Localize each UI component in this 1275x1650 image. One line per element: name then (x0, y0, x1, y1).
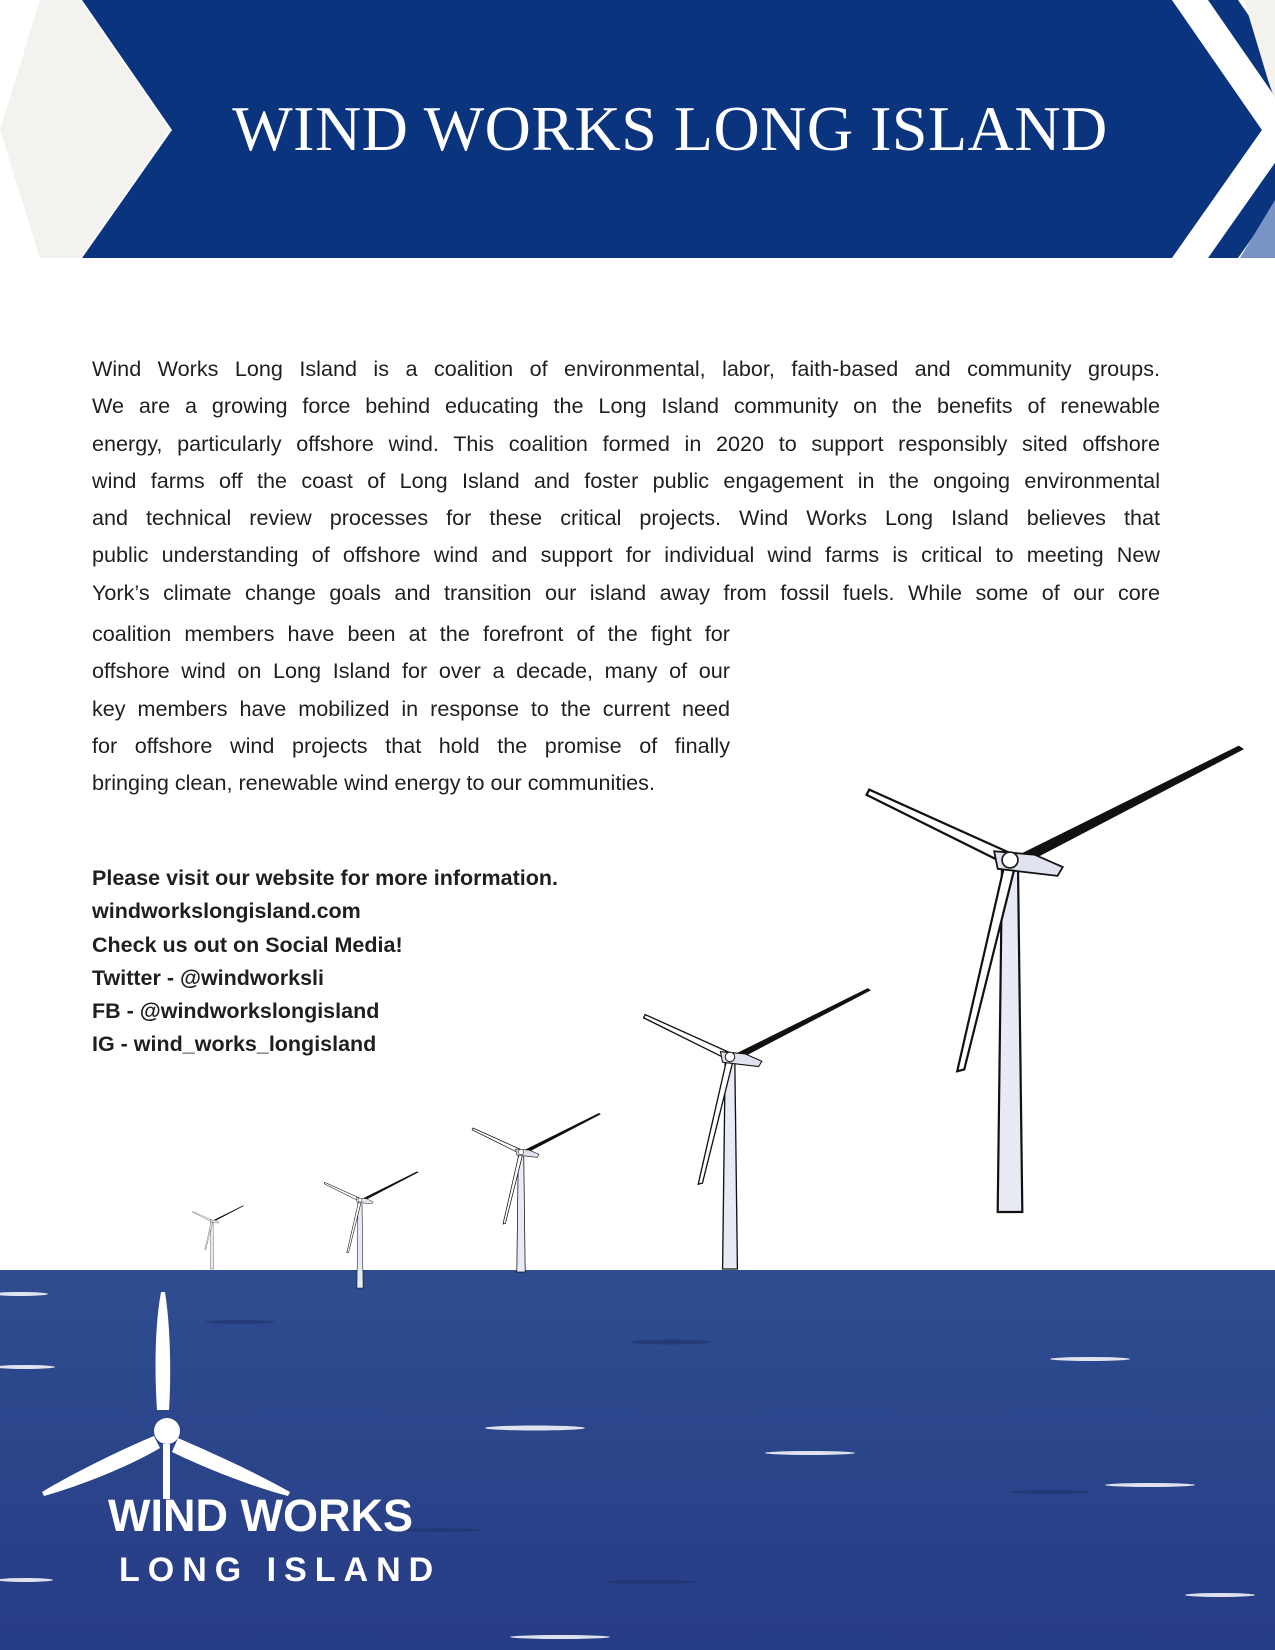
page-title: WIND WORKS LONG ISLAND (232, 93, 1108, 164)
intro-line: for offshore wind projects that hold the promise of finally (92, 732, 730, 758)
intro-line: energy, particularly offshore wind. This coalition formed in 2020 to support responsibly sited offshore (92, 430, 1160, 456)
visit-text: Please visit our website for more information. (92, 866, 558, 890)
intro-line: coalition members have been at the forefront of the fight for (92, 621, 730, 646)
intro-line: offshore wind on Long Island for over a decade, many of our (92, 658, 730, 684)
intro-paragraph (92, 350, 1160, 611)
turbine-mid-2 (644, 988, 871, 1269)
twitter-handle[interactable]: Twitter - @windworksli (92, 965, 324, 990)
intro-line: wind farms off the coast of Long Island and foster public engagement in the ongoing environmental (92, 467, 1160, 493)
logo-text-line2: LONG ISLAND (119, 1551, 442, 1589)
turbine-far-1 (192, 1205, 243, 1269)
facebook-handle[interactable]: FB - @windworkslongisland (92, 999, 380, 1024)
turbine-mid-1 (472, 1113, 601, 1272)
instagram-handle[interactable]: IG - wind_works_longisland (92, 1032, 377, 1057)
intro-line: public understanding of offshore wind and support for individual wind farms is critical to meeting New (92, 542, 1160, 568)
intro-line: We are a growing force behind educating the Long Island community on the benefits of renewable (92, 393, 1160, 419)
intro-line: key members have mobilized in response to the current need (92, 695, 730, 721)
intro-line: Wind Works Long Island is a coalition of environmental, labor, faith-based and community groups. (92, 356, 1160, 381)
social-heading: Check us out on Social Media! (92, 932, 403, 957)
turbine-near (867, 746, 1245, 1212)
logo-text-line1: WIND WORKS (108, 1490, 413, 1541)
website-link[interactable]: windworkslongisland.com (92, 899, 361, 924)
intro-line: bringing clean, renewable wind energy to our communities. (92, 770, 655, 796)
contact-block (92, 862, 558, 1062)
intro-line: York’s climate change goals and transition our island away from fossil fuels. While some of our core (92, 579, 1160, 605)
intro-line: and technical review processes for these critical projects. Wind Works Long Island believes that (92, 505, 1160, 531)
intro-paragraph-continued (92, 615, 730, 801)
